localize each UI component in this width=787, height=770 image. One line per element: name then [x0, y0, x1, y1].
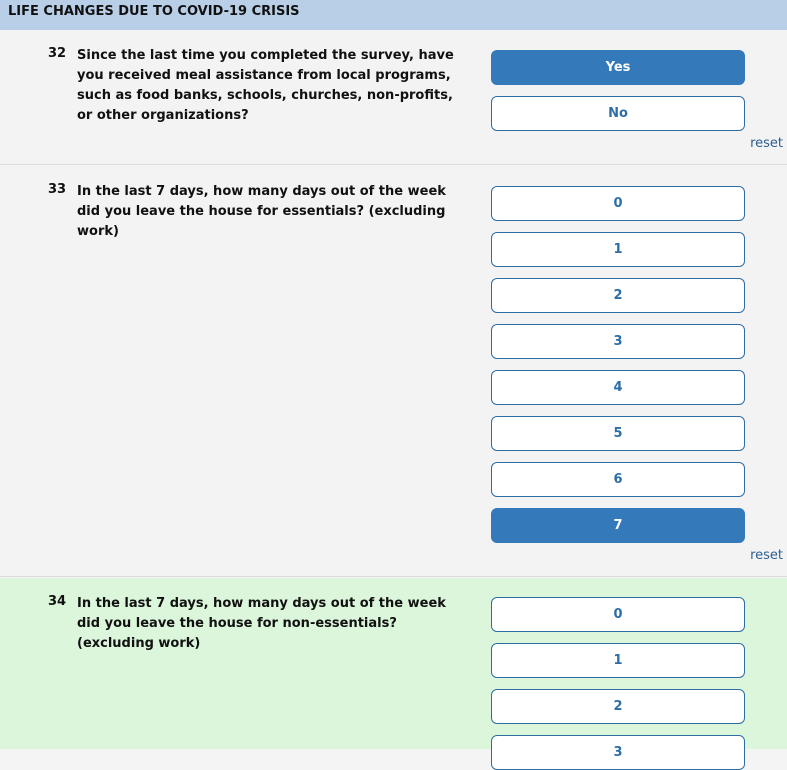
option-5-button[interactable]: 5: [491, 416, 745, 451]
option-0-button[interactable]: 0: [491, 597, 745, 632]
question-text: Since the last time you completed the survey, have you received meal assistance from local programs, such as food banks, schools, churches, non-profits, or other organizations?: [77, 48, 454, 123]
section-header: LIFE CHANGES DUE TO COVID-19 CRISIS: [0, 0, 787, 30]
option-3-button[interactable]: 3: [491, 324, 745, 359]
question-number: 34: [48, 594, 67, 609]
option-2-button[interactable]: 2: [491, 689, 745, 724]
option-yes-button[interactable]: Yes: [491, 50, 745, 85]
option-1-button[interactable]: 1: [491, 643, 745, 678]
question-34: [0, 578, 787, 760]
option-2-button[interactable]: 2: [491, 278, 745, 313]
reset-link[interactable]: reset: [750, 548, 783, 563]
question-text: In the last 7 days, how many days out of the week did you leave the house for essentials? (excluding work): [77, 184, 446, 239]
option-3-button[interactable]: 3: [491, 735, 745, 770]
question-number: 32: [48, 46, 67, 61]
option-7-button[interactable]: 7: [491, 508, 745, 543]
reset-link[interactable]: reset: [750, 136, 783, 151]
option-4-button[interactable]: 4: [491, 370, 745, 405]
question-text: In the last 7 days, how many days out of the week did you leave the house for non-essentials? (excluding work): [77, 596, 446, 651]
question-33: [0, 166, 787, 577]
option-1-button[interactable]: 1: [491, 232, 745, 267]
question-32: [0, 30, 787, 165]
question-number: 33: [48, 182, 67, 197]
option-no-button[interactable]: No: [491, 96, 745, 131]
option-6-button[interactable]: 6: [491, 462, 745, 497]
option-0-button[interactable]: 0: [491, 186, 745, 221]
